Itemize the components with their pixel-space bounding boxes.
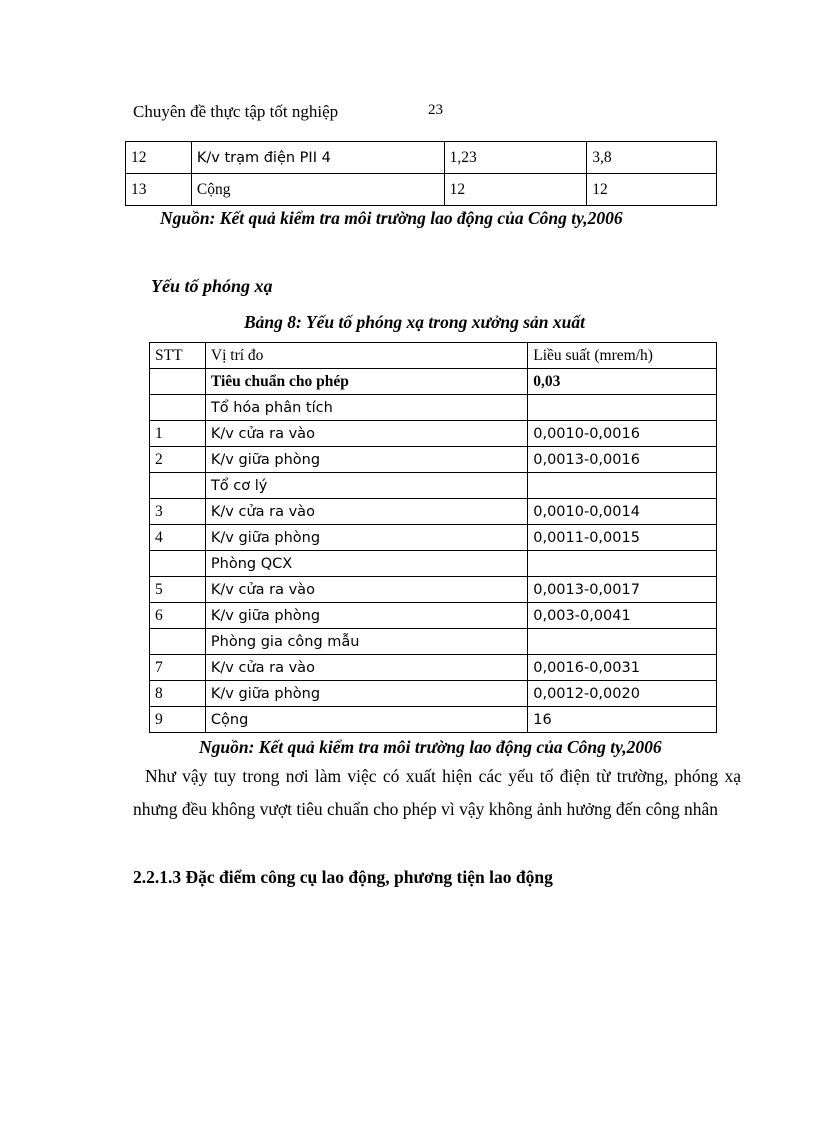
table-source-note: Nguồn: Kết quả kiểm tra môi trường lao động của Công ty,2006 [199,737,662,757]
table-source-note: Nguồn: Kết quả kiểm tra môi trường lao động của Công ty,2006 [160,208,623,228]
table-cell: 12 [126,142,192,174]
table-cell: 16 [528,707,717,733]
table-cell [150,395,206,421]
table-cell: 0,0010-0,0016 [528,421,717,447]
document-header-title: Chuyên đề thực tập tốt nghiệp [133,102,339,121]
section-title: Yếu tố phóng xạ [151,276,273,296]
table-cell: K/v giữa phòng [205,525,527,551]
table-header-row [150,343,717,369]
table-row [126,174,717,206]
standard-row [150,369,717,395]
table-cell: 0,0011-0,0015 [528,525,717,551]
table-cell: Tiêu chuẩn cho phép [205,369,527,395]
table-row [150,629,717,655]
table-cell: 4 [150,525,206,551]
table-cell [150,369,206,395]
table-cell [528,629,717,655]
table-cell: K/v cửa ra vào [205,499,527,525]
table-cell: K/v cửa ra vào [205,655,527,681]
table-row [150,707,717,733]
table-row [150,655,717,681]
radiation-table [149,342,717,733]
table-cell [528,551,717,577]
table-cell: 0,0010-0,0014 [528,499,717,525]
table-row [150,421,717,447]
table-row [150,473,717,499]
table-cell: 0,0013-0,0017 [528,577,717,603]
table-cell [528,473,717,499]
table-row [150,447,717,473]
table-cell: Tổ cơ lý [205,473,527,499]
table-cell [528,395,717,421]
table-row [150,681,717,707]
table-cell: K/v giữa phòng [205,447,527,473]
table-cell: 8 [150,681,206,707]
table-cell: 12 [444,174,587,206]
table-cell: 3 [150,499,206,525]
body-paragraph: Như vậy tuy trong nơi làm việc có xuất hiện các yếu tố điện từ trường, phóng xạ nhưng đều không vượt tiêu chuẩn cho phép vì vậy không ảnh hưởng đến công nhân [133,766,741,819]
table-cell: Phòng QCX [205,551,527,577]
table-row [150,603,717,629]
table-cell: 2 [150,447,206,473]
table-cell: 12 [587,174,717,206]
table-cell: 0,0016-0,0031 [528,655,717,681]
table-caption: Bảng 8: Yếu tố phóng xạ trong xưởng sản xuất [244,312,585,332]
table-cell: K/v giữa phòng [205,681,527,707]
table-cell [150,473,206,499]
table-cell: 0,0013-0,0016 [528,447,717,473]
page-number: 23 [428,102,443,118]
table-cell: 1,23 [444,142,587,174]
column-header-stt: STT [150,343,206,369]
table-cell: 0,0012-0,0020 [528,681,717,707]
table-row [150,577,717,603]
table-cell: 0,003-0,0041 [528,603,717,629]
table-row [150,551,717,577]
table-cell: 3,8 [587,142,717,174]
table-cell: 0,03 [528,369,717,395]
table-cell: 13 [126,174,192,206]
table-row [150,395,717,421]
table-cell: 5 [150,577,206,603]
table-row [150,499,717,525]
table-cell: 6 [150,603,206,629]
table-cell: 9 [150,707,206,733]
table-cell: Cộng [205,707,527,733]
section-heading: 2.2.1.3 Đặc điểm công cụ lao động, phương tiện lao động [133,867,553,887]
table-cell: K/v cửa ra vào [205,421,527,447]
table-cell: 7 [150,655,206,681]
table-row [126,142,717,174]
table-cell: Cộng [191,174,444,206]
table-cell: K/v giữa phòng [205,603,527,629]
table-cell [150,629,206,655]
table-cell: Tổ hóa phân tích [205,395,527,421]
table-row [150,525,717,551]
table-cell: Phòng gia công mẫu [205,629,527,655]
continued-table [125,141,717,206]
table-cell: K/v trạm điện PII 4 [191,142,444,174]
table-cell: 1 [150,421,206,447]
table-cell [150,551,206,577]
column-header-location: Vị trí đo [205,343,527,369]
table-cell: K/v cửa ra vào [205,577,527,603]
column-header-dose-rate: Liều suất (mrem/h) [528,343,717,369]
